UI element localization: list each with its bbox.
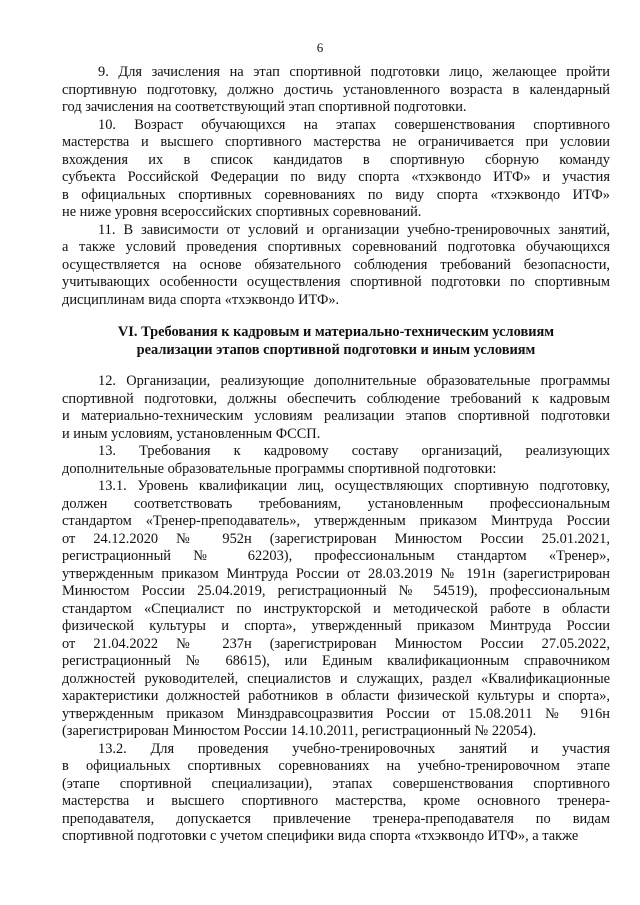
paragraph-line: год зачисления на соответствующий этап спортивной подготовки.	[62, 99, 467, 115]
paragraph-line: должностей руководителей, специалистов и служащих, раздел «Квалификационные	[62, 670, 610, 687]
paragraph-line: осуществляется на основе обязательного соблюдения требований безопасности,	[62, 256, 610, 273]
paragraph-line: мастерства и высшего спортивного мастерства не ограничивается при условии	[62, 134, 610, 150]
paragraphs-before-heading	[62, 64, 610, 309]
paragraph-line: спортивной подготовки, должны обеспечить соблюдение требований к кадровым	[62, 390, 610, 407]
paragraph-p9	[62, 64, 610, 117]
paragraph-line: от 21.04.2022 № 237н (зарегистрирован Минюстом России 27.05.2022,	[62, 635, 610, 652]
section-heading	[62, 323, 610, 359]
paragraph-line: мастерства и высшего спортивного мастерства, кроме основного тренера-	[62, 793, 610, 809]
paragraph-line: спортивной подготовки с учетом специфики вида спорта «тхэквондо ИТФ», а также	[62, 828, 579, 844]
paragraph-line: должен соответствовать требованиям, установленным профессиональным	[62, 495, 610, 512]
page-number: 6	[316, 40, 324, 55]
paragraph-p12	[62, 373, 610, 443]
paragraph-line: 13. Требования к кадровому составу организаций, реализующих	[98, 443, 610, 459]
paragraph-line: вхождения их в список кандидатов в спортивную сборную команду	[62, 151, 610, 168]
paragraph-line: характеристики должностей работников в области физической культуры и спорта»,	[62, 688, 610, 704]
paragraph-line: 9. Для зачисления на этап спортивной подготовки лицо, желающее пройти	[98, 64, 610, 80]
paragraph-line: 10. Возраст обучающихся на этапах совершенствования спортивного	[98, 116, 610, 133]
paragraph-line: 12. Организации, реализующие дополнительные образовательные программы	[98, 373, 610, 389]
paragraph-line: преподавателя, допускается привлечение тренера-преподавателя по видам	[62, 810, 610, 827]
paragraph-line: 13.1. Уровень квалификации лиц, осуществляющих спортивную подготовку,	[98, 478, 610, 494]
paragraph-line: учитывающих особенности осуществления спортивной подготовки по спортивным	[62, 274, 610, 290]
paragraph-p11	[62, 222, 610, 310]
paragraph-line: регистрационный № 68615), или Единым квалификационным справочником	[62, 653, 610, 669]
paragraph-line: и материально-техническим условиям реализации этапов спортивной подготовки	[62, 408, 610, 424]
paragraph-p13_2	[62, 741, 610, 846]
paragraph-p13_1	[62, 478, 610, 741]
paragraph-line: спортивную подготовку, должно достичь установленного возраста в календарный	[62, 81, 610, 98]
paragraph-line: утвержденным приказом Минтруда России от 28.03.2019 № 191н (зарегистрирован	[62, 565, 610, 582]
paragraph-line: дисциплинам вида спорта «тхэквондо ИТФ».	[62, 291, 340, 308]
paragraph-line: субъекта Российской Федерации по виду спорта «тхэквондо ИТФ» и участия	[62, 169, 610, 185]
paragraph-line: (этапе спортивной специализации), этапах совершенствования спортивного	[62, 775, 610, 792]
paragraph-line: 11. В зависимости от условий и организации учебно-тренировочных занятий,	[98, 221, 610, 238]
paragraph-line: утвержденным приказом Минздравсоцразвития России от 15.08.2011 № 916н	[62, 705, 610, 722]
paragraph-line: физической культуры и спорта», утвержденный приказом Минтруда России	[62, 618, 610, 634]
paragraphs-after-heading	[62, 373, 610, 846]
paragraph-line: стандартом «Тренер-преподаватель», утвержденным приказом Минтруда России	[62, 513, 610, 529]
heading-line: реализации этапов спортивной подготовки и иным условиям	[136, 342, 536, 358]
paragraph-line: в официальных спортивных соревнованиях по виду спорта «тхэквондо ИТФ»	[62, 186, 610, 203]
paragraph-line: стандартом «Специалист по инструкторской и методической работе в области	[62, 600, 610, 617]
heading-line: VI. Требования к кадровым и материально-техническим условиям	[117, 324, 555, 340]
paragraph-line: от 24.12.2020 № 952н (зарегистрирован Минюстом России 25.01.2021,	[62, 530, 610, 547]
paragraph-line: а также условий проведения спортивных соревнований подготовка обучающихся	[62, 239, 610, 255]
paragraph-p10	[62, 117, 610, 222]
paragraph-line: (зарегистрирован Минюстом России 14.10.2011, регистрационный № 22054).	[62, 723, 537, 739]
paragraph-line: в официальных спортивных соревнованиях на учебно-тренировочном этапе	[62, 758, 610, 774]
paragraph-line: дополнительные образовательные программы спортивной подготовки:	[62, 460, 497, 477]
document-body	[62, 64, 610, 846]
paragraph-line: и иным условиям, установленным ФССП.	[62, 425, 321, 442]
paragraph-line: регистрационный № 62203), профессиональным стандартом «Тренер»,	[62, 548, 610, 564]
paragraph-line: Минюстом России 25.04.2019, регистрационный № 54519), профессиональным	[62, 583, 610, 599]
paragraph-line: 13.2. Для проведения учебно-тренировочных занятий и участия	[98, 740, 610, 757]
paragraph-line: не ниже уровня всероссийских спортивных соревнований.	[62, 204, 422, 220]
paragraph-p13	[62, 443, 610, 478]
